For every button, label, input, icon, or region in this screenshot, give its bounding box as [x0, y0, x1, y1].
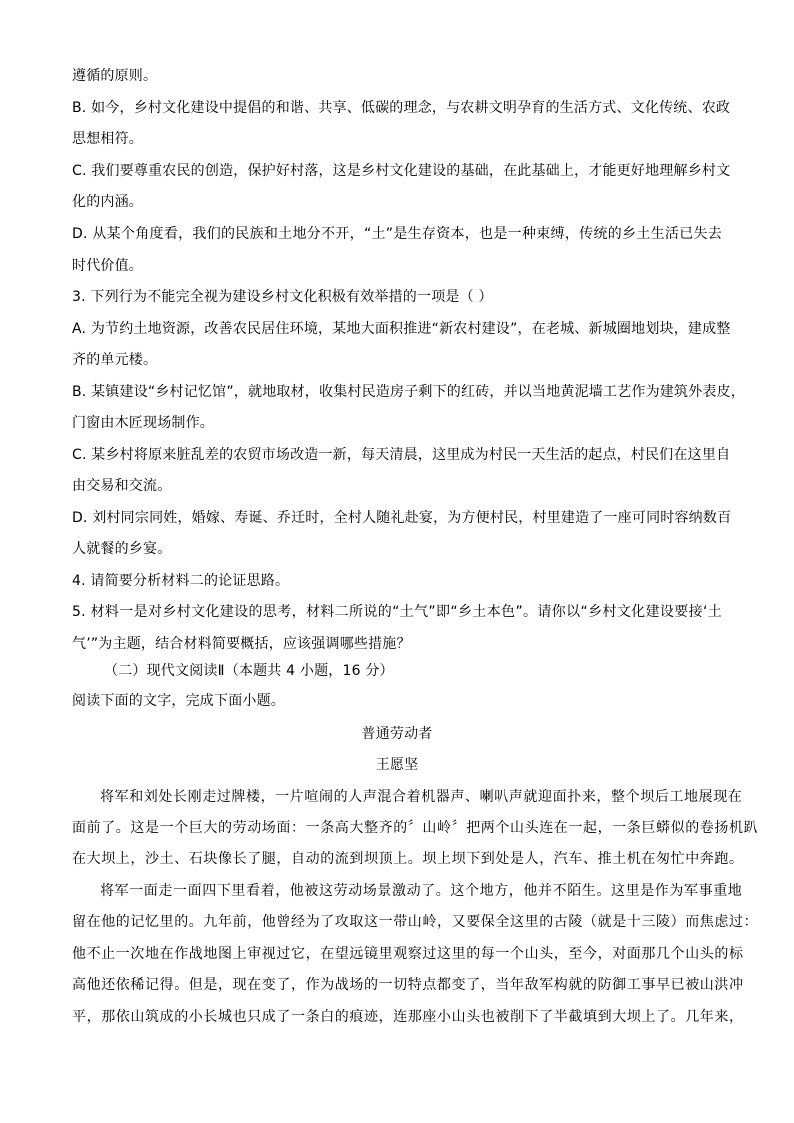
option-c-line: C. 我们要尊重农民的创造，保护好村落，这是乡村文化建设的基础，在此基础上，才能更好地理解乡村文: [72, 163, 731, 179]
option-d-line: D. 从某个角度看，我们的民族和土地分不开，“土”是生存资本，也是一种束缚，传统的乡土生活已失去: [72, 226, 722, 242]
q3-option-a-line: A. 为节约土地资源，改善农民居住环境，某地大面积推进“新农村建设”，在老城、新城圈地划块，建成整: [72, 321, 731, 337]
story-paragraph-line: 留在他的记忆里的。九年前，他曾经为了攻取这一带山岭，又要保全这里的古陵（就是十三陵）而焦虑过：: [72, 914, 759, 930]
q3-option-c-line: C. 某乡村将原来脏乱差的农贸市场改造一新，每天清晨，这里成为村民一天生活的起点，村民们在这里自: [72, 447, 731, 463]
story-title: 普通劳动者: [361, 726, 433, 742]
text-line: 门窗由木匠现场制作。: [72, 415, 214, 431]
question-3: 3. 下列行为不能完全视为建设乡村文化积极有效举措的一项是（ ）: [72, 289, 493, 305]
question-5-line: 5. 材料一是对乡村文化建设的思考，材料二所说的“土气”即“乡土本色”。请你以“乡村文化建设要接‘土: [72, 604, 722, 620]
story-paragraph-line: 高他还依稀记得。但是，现在变了，作为战场的一切特点都变了，当年敌军构就的防御工事早已被山洪冲: [72, 977, 744, 993]
text-line: 人就餐的乡宴。: [72, 541, 172, 557]
instruction-text: 阅读下面的文字，完成下面小题。: [72, 693, 285, 709]
section-heading: （二）现代文阅读Ⅱ（本题共 4 小题，16 分）: [104, 663, 394, 679]
text-line: 时代价值。: [72, 258, 143, 274]
question-4: 4. 请简要分析材料二的论证思路。: [72, 573, 290, 589]
q3-option-d-line: D. 刘村同宗同姓，婚嫁、寿诞、乔迁时，全村人随礼赴宴，为方便村民，村里建造了一座可同时容纳数百: [72, 510, 732, 526]
q3-option-b-line: B. 某镇建设“乡村记忆馆”，就地取材，收集村民造房子剩下的红砖，并以当地黄泥墙工艺作为建筑外表皮，: [72, 384, 746, 400]
text-line: 齐的单元楼。: [72, 352, 158, 368]
text-line: 思想相符。: [72, 131, 143, 147]
story-paragraph-line: 平，那依山筑成的小长城也只成了一条白的痕迹，连那座小山头也被削下了半截填到大坝上了。几年来，: [72, 1009, 744, 1025]
text-line: 由交易和交流。: [72, 478, 172, 494]
story-author: 王愿坚: [375, 757, 419, 773]
text-line: 气’”为主题，结合材料简要概括，应该强调哪些措施？: [72, 636, 411, 652]
story-paragraph-line: 他不止一次地在作战地图上审视过它，在望远镜里观察过这里的每一个山头，至今，对面那几个山头的标: [72, 946, 744, 962]
story-paragraph-line: 面前了。这是一个巨大的劳动场面：一条高大整齐的〞山岭〞把两个山头连在一起，一条巨蟒似的卷扬机趴: [72, 820, 759, 836]
story-paragraph-line: 在大坝上，沙土、石块像长了腿，自动的流到坝顶上。坝上坝下到处是人，汽车、推土机在匆忙中奔跑。: [72, 851, 744, 867]
option-b-line: B. 如今，乡村文化建设中提倡的和谐、共享、低碳的理念，与农耕文明孕育的生活方式、文化传统、农政: [72, 100, 731, 116]
story-paragraph-line: 将军和刘处长刚走过牌楼，一片喧闹的人声混合着机器声、喇叭声就迎面扑来，整个坝后工地展现在: [100, 789, 743, 805]
text-line: 遵循的原则。: [72, 68, 158, 84]
text-line: 化的内涵。: [72, 194, 143, 210]
story-paragraph-line: 将军一面走一面四下里看着，他被这劳动场景激动了。这个地方，他并不陌生。这里是作为军事重地: [100, 883, 743, 899]
